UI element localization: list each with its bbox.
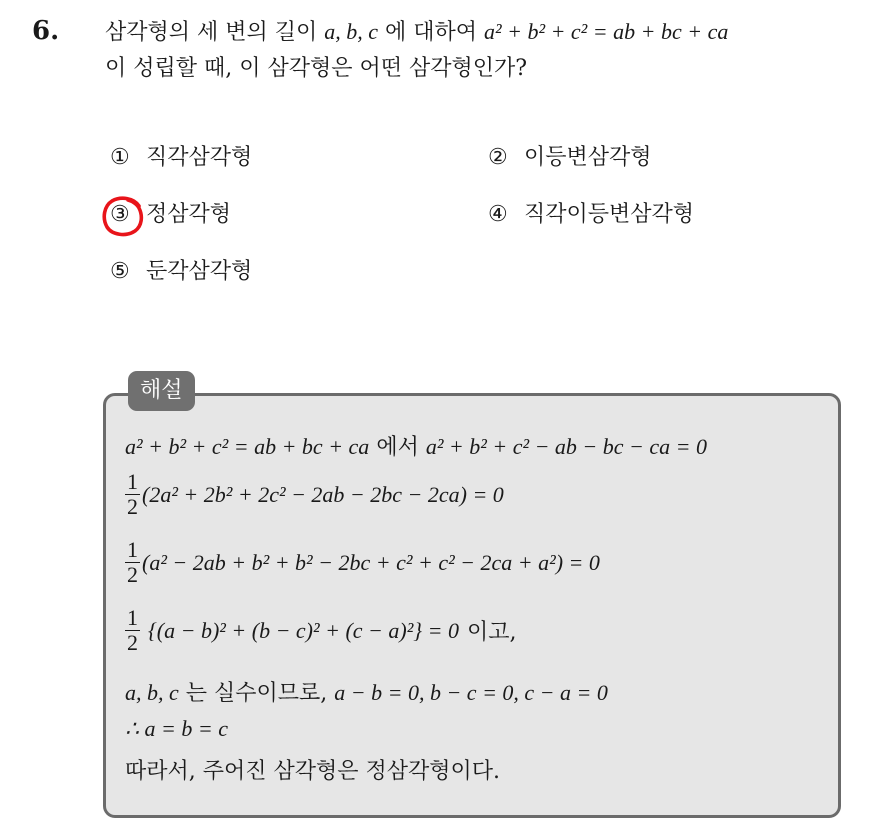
- choice-3-number: ③: [110, 202, 130, 227]
- question-variables: a, b, c: [324, 19, 379, 44]
- question-line-1-mid: 에 대하여: [385, 20, 478, 45]
- question-number: 6.: [32, 16, 60, 46]
- choice-2[interactable]: [488, 143, 652, 173]
- solution-line-5-vars: a, b, c: [125, 680, 179, 705]
- choice-5-label: 둔각삼각형: [146, 259, 253, 284]
- answer-choices: [0, 0, 884, 300]
- solution-line-1-right: a² + b² + c² − ab − bc − ca = 0: [425, 434, 707, 459]
- solution-line-3-expr: (a² − 2ab + b² + b² − 2bc + c² + c² − 2ca + a²) = 0: [142, 549, 600, 575]
- solution-conclusion-math: ∴ a = b = c: [125, 716, 228, 741]
- choice-3-label: 정삼각형: [146, 202, 232, 227]
- solution-line-5: [125, 676, 835, 707]
- choice-2-number: ②: [488, 145, 508, 170]
- solution-line-4: [125, 606, 835, 655]
- solution-line-7: 따라서, 주어진 삼각형은 정삼각형이다.: [125, 759, 500, 784]
- solution-tag: 해설: [128, 371, 195, 411]
- choice-5[interactable]: [110, 257, 252, 287]
- question-line-1-text: 삼각형의 세 변의 길이: [105, 20, 318, 45]
- solution-line-1-mid: 에서: [376, 435, 419, 460]
- solution-line-2: [125, 470, 835, 519]
- choice-1-label: 직각삼각형: [146, 145, 253, 170]
- solution-line-2-expr: (2a² + 2b² + 2c² − 2ab − 2bc − 2ca) = 0: [142, 481, 504, 507]
- choice-4-number: ④: [488, 202, 508, 227]
- solution-line-1: [125, 430, 835, 461]
- choice-4[interactable]: [488, 200, 694, 230]
- choice-4-label: 직각이등변삼각형: [524, 202, 695, 227]
- choice-1[interactable]: [110, 143, 252, 173]
- choice-5-number: ⑤: [110, 259, 130, 284]
- choice-1-number: ①: [110, 145, 130, 170]
- solution-line-1-left: a² + b² + c² = ab + bc + ca: [125, 434, 370, 459]
- solution-line-3: [125, 538, 835, 587]
- half-fraction: $\frac{1}{2}$: [127, 537, 138, 587]
- solution-line-5-eq: a − b = 0, b − c = 0, c − a = 0: [334, 680, 608, 705]
- solution-line-5-text: 는 실수이므로,: [185, 681, 328, 706]
- question-equation: a² + b² + c² = ab + bc + ca: [484, 19, 729, 44]
- solution-line-6: [125, 716, 835, 742]
- answer-circle-mark: [101, 194, 145, 238]
- choice-2-label: 이등변삼각형: [524, 145, 652, 170]
- solution-line-4-suffix: 이고,: [466, 620, 517, 645]
- half-fraction: $\frac{1}{2}$: [127, 605, 138, 655]
- solution-line-4-expr: {(a − b)² + (b − c)² + (c − a)²} = 0: [148, 617, 459, 643]
- half-fraction: $\frac{1}{2}$: [127, 469, 138, 519]
- question-line-2: 이 성립할 때, 이 삼각형은 어떤 삼각형인가?: [105, 56, 528, 81]
